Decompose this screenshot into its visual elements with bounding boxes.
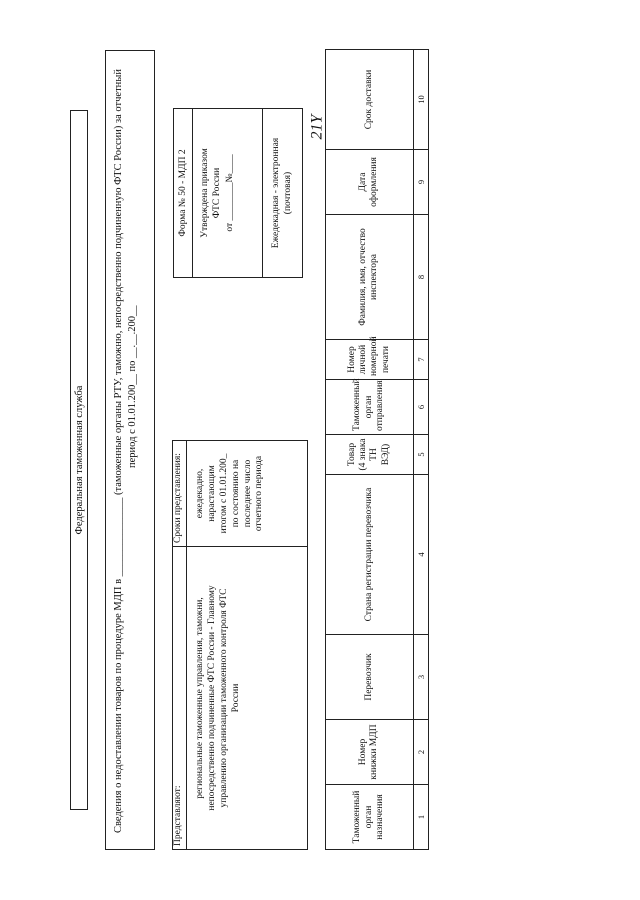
col-number: 9 bbox=[413, 150, 428, 215]
col-number: 10 bbox=[413, 50, 428, 150]
terms-text: ежедекадно, нарастающим итогом с 01.01.200_ по состоянию на последнее число отчетного периода bbox=[187, 441, 308, 547]
approved-label: Утверждена приказом bbox=[200, 148, 210, 238]
col-header-date: Дата оформления bbox=[326, 150, 414, 215]
form-number: Форма № 50 - МДП 2 bbox=[174, 109, 193, 277]
form-info-box bbox=[173, 108, 303, 278]
agency-name: Федеральная таможенная служба bbox=[73, 385, 85, 535]
main-data-table bbox=[325, 49, 429, 850]
periodicity: Ежедекадная - электронная bbox=[271, 137, 281, 249]
report-title-box bbox=[105, 50, 155, 850]
ministry-label: ФТС России bbox=[212, 167, 223, 219]
col-header-dest-office: Таможенный орган назначения bbox=[326, 785, 414, 850]
col-header-goods-code: Товар (4 знака ТН ВЭД) bbox=[326, 435, 414, 475]
col-number: 1 bbox=[413, 785, 428, 850]
submission-table bbox=[172, 440, 308, 850]
report-title-line1: Сведения о недоставлении товаров по процедуре МДП в _______________ (таможенные органы РТУ, таможню, непосредственно подчиненную ФТС России) за отчетный bbox=[113, 69, 124, 833]
col-number: 3 bbox=[413, 635, 428, 720]
terms-header: Сроки представления: bbox=[173, 441, 187, 547]
col-number: 6 bbox=[413, 380, 428, 435]
col-number: 7 bbox=[413, 340, 428, 380]
report-title-line2: период с 01.01.200__ по __.__.200__ bbox=[127, 305, 139, 468]
agency-title bbox=[70, 110, 88, 810]
col-number: 5 bbox=[413, 435, 428, 475]
col-header-departure-office: Таможенный орган отправления bbox=[326, 380, 414, 435]
col-header-inspector-name: Фамилия, имя, отчество инспектора bbox=[326, 215, 414, 340]
col-number: 2 bbox=[413, 720, 428, 785]
delivery-mode: (почтовая) bbox=[283, 171, 294, 215]
col-header-delivery-term: Срок доставки bbox=[326, 50, 414, 150]
col-header-seal-number: Номер личной номерной печати bbox=[326, 340, 414, 380]
col-header-carrier: Перевозчик bbox=[326, 635, 414, 720]
col-header-carrier-country: Страна регистрации перевозчика bbox=[326, 475, 414, 635]
page-number: 21Y bbox=[308, 114, 326, 140]
col-number: 8 bbox=[413, 215, 428, 340]
order-date-number: от ________№____ bbox=[224, 154, 235, 232]
col-number: 4 bbox=[413, 475, 428, 635]
presenters-text: региональные таможенные управления, таможни, непосредственно подчиненные ФТС России - Главному управлению организации таможенного контроля ФТС России bbox=[187, 547, 308, 850]
col-header-tir-number: Номер книжки МДП bbox=[326, 720, 414, 785]
presenters-header: Представляют: bbox=[173, 547, 187, 850]
